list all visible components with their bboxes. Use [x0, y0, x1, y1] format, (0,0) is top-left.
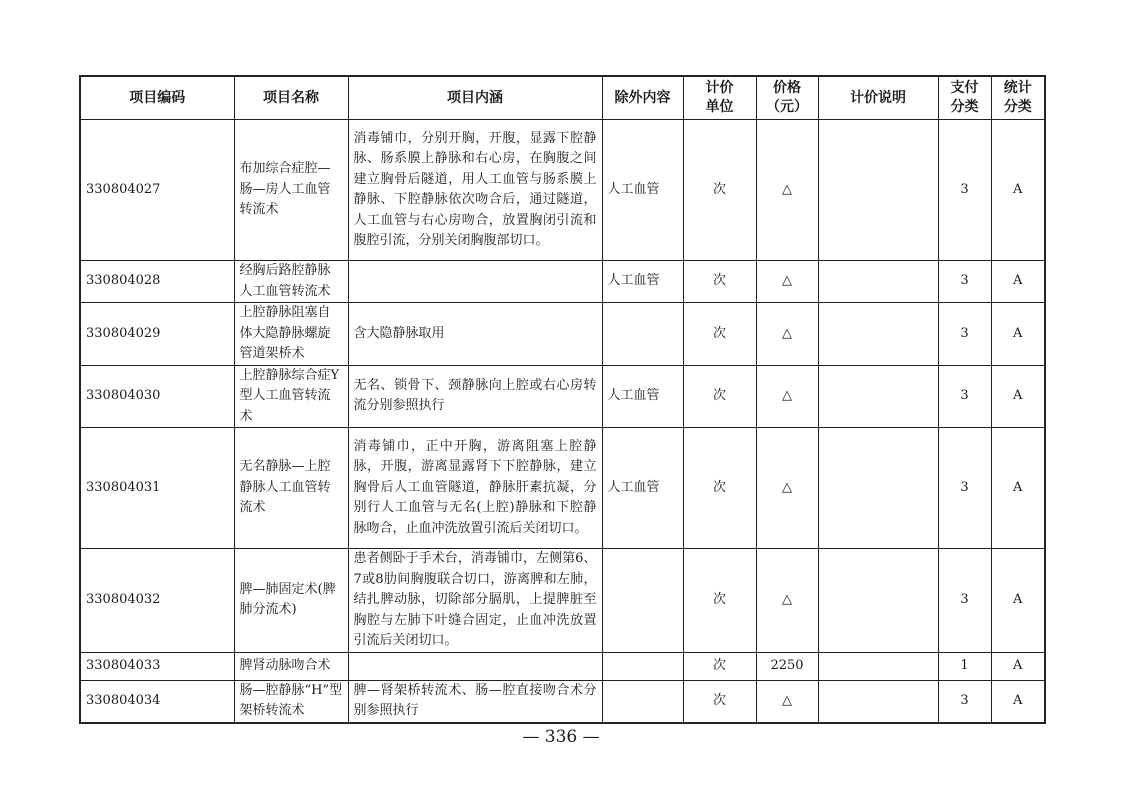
item-payment: 3 — [938, 549, 991, 653]
item-note — [818, 680, 938, 723]
table-row — [80, 261, 1045, 303]
item-name: 无名静脉—上腔静脉人工血管转流术 — [234, 428, 348, 549]
header-content: 项目内涵 — [348, 76, 602, 120]
item-content: 脾—肾架桥转流术、肠—腔直接吻合术分别参照执行 — [348, 680, 602, 723]
header-unit: 计价 单位 — [683, 76, 756, 120]
header-exclusion: 除外内容 — [602, 76, 683, 120]
item-unit: 次 — [683, 680, 756, 723]
item-price: △ — [756, 303, 818, 366]
table-row — [80, 428, 1045, 549]
item-stat: A — [991, 549, 1045, 653]
item-exclusion: 人工血管 — [602, 261, 683, 303]
item-stat: A — [991, 303, 1045, 366]
item-exclusion — [602, 549, 683, 653]
item-name: 上腔静脉综合症Y型人工血管转流术 — [234, 365, 348, 428]
item-code: 330804027 — [80, 120, 234, 261]
item-price: △ — [756, 365, 818, 428]
item-note — [818, 549, 938, 653]
item-code: 330804034 — [80, 680, 234, 723]
item-name: 上腔静脉阻塞自体大隐静脉螺旋管道架桥术 — [234, 303, 348, 366]
item-price: △ — [756, 261, 818, 303]
item-code: 330804033 — [80, 652, 234, 680]
item-unit: 次 — [683, 261, 756, 303]
header-payment: 支付 分类 — [938, 76, 991, 120]
item-content: 消毒铺巾，正中开胸，游离阻塞上腔静脉，开腹，游离显露肾下下腔静脉，建立胸骨后人工血管隧道，静脉肝素抗凝，分别行人工血管与无名(上腔)静脉和下腔静脉吻合，止血冲洗放置引流后关闭切口。 — [348, 428, 602, 549]
item-unit: 次 — [683, 365, 756, 428]
item-code: 330804028 — [80, 261, 234, 303]
item-code: 330804032 — [80, 549, 234, 653]
table-row — [80, 365, 1045, 428]
table-row — [80, 549, 1045, 653]
item-note — [818, 365, 938, 428]
table-row — [80, 303, 1045, 366]
header-stat: 统计 分类 — [991, 76, 1045, 120]
table-row — [80, 680, 1045, 723]
page-number: — 336 — — [522, 727, 600, 747]
item-note — [818, 428, 938, 549]
item-name: 布加综合症腔—肠—房人工血管转流术 — [234, 120, 348, 261]
price-table — [79, 75, 1046, 724]
item-payment: 3 — [938, 680, 991, 723]
item-content — [348, 261, 602, 303]
item-unit: 次 — [683, 303, 756, 366]
item-price: 2250 — [756, 652, 818, 680]
item-exclusion — [602, 303, 683, 366]
item-price: △ — [756, 549, 818, 653]
table-row — [80, 652, 1045, 680]
item-unit: 次 — [683, 120, 756, 261]
item-price: △ — [756, 428, 818, 549]
item-stat: A — [991, 261, 1045, 303]
item-name: 经胸后路腔静脉人工血管转流术 — [234, 261, 348, 303]
item-stat: A — [991, 680, 1045, 723]
item-payment: 3 — [938, 120, 991, 261]
item-unit: 次 — [683, 549, 756, 653]
item-exclusion — [602, 652, 683, 680]
item-stat: A — [991, 365, 1045, 428]
item-payment: 3 — [938, 365, 991, 428]
item-code: 330804030 — [80, 365, 234, 428]
header-row — [80, 76, 1045, 120]
item-payment: 3 — [938, 428, 991, 549]
item-note — [818, 303, 938, 366]
item-content — [348, 652, 602, 680]
item-stat: A — [991, 120, 1045, 261]
item-content: 患者侧卧于手术台，消毒铺巾，左侧第6、7或8肋间胸腹联合切口，游离脾和左肺，结扎脾动脉，切除部分膈肌，上提脾脏至胸腔与左肺下叶缝合固定，止血冲洗放置引流后关闭切口。 — [348, 549, 602, 653]
item-exclusion — [602, 680, 683, 723]
item-unit: 次 — [683, 652, 756, 680]
item-exclusion: 人工血管 — [602, 428, 683, 549]
item-payment: 3 — [938, 303, 991, 366]
item-price: △ — [756, 680, 818, 723]
item-code: 330804029 — [80, 303, 234, 366]
item-code: 330804031 — [80, 428, 234, 549]
header-note: 计价说明 — [818, 76, 938, 120]
item-price: △ — [756, 120, 818, 261]
header-name: 项目名称 — [234, 76, 348, 120]
item-name: 肠—腔静脉“H”型架桥转流术 — [234, 680, 348, 723]
item-content: 消毒铺巾，分别开胸，开腹，显露下腔静脉、肠系膜上静脉和右心房，在胸腹之间建立胸骨后隧道，用人工血管与肠系膜上静脉、下腔静脉依次吻合后，通过隧道，人工血管与右心房吻合，放置胸闭引流和腹腔引流，分别关闭胸腹部切口。 — [348, 120, 602, 261]
item-note — [818, 120, 938, 261]
table-row — [80, 120, 1045, 261]
item-exclusion: 人工血管 — [602, 365, 683, 428]
item-payment: 3 — [938, 261, 991, 303]
item-exclusion: 人工血管 — [602, 120, 683, 261]
item-unit: 次 — [683, 428, 756, 549]
item-payment: 1 — [938, 652, 991, 680]
item-content: 无名、锁骨下、颈静脉向上腔或右心房转流分别参照执行 — [348, 365, 602, 428]
item-stat: A — [991, 652, 1045, 680]
item-note — [818, 652, 938, 680]
header-code: 项目编码 — [80, 76, 234, 120]
item-stat: A — [991, 428, 1045, 549]
item-note — [818, 261, 938, 303]
header-price: 价格 （元） — [756, 76, 818, 120]
item-content: 含大隐静脉取用 — [348, 303, 602, 366]
item-name: 脾肾动脉吻合术 — [234, 652, 348, 680]
item-name: 脾—肺固定术(脾肺分流术) — [234, 549, 348, 653]
